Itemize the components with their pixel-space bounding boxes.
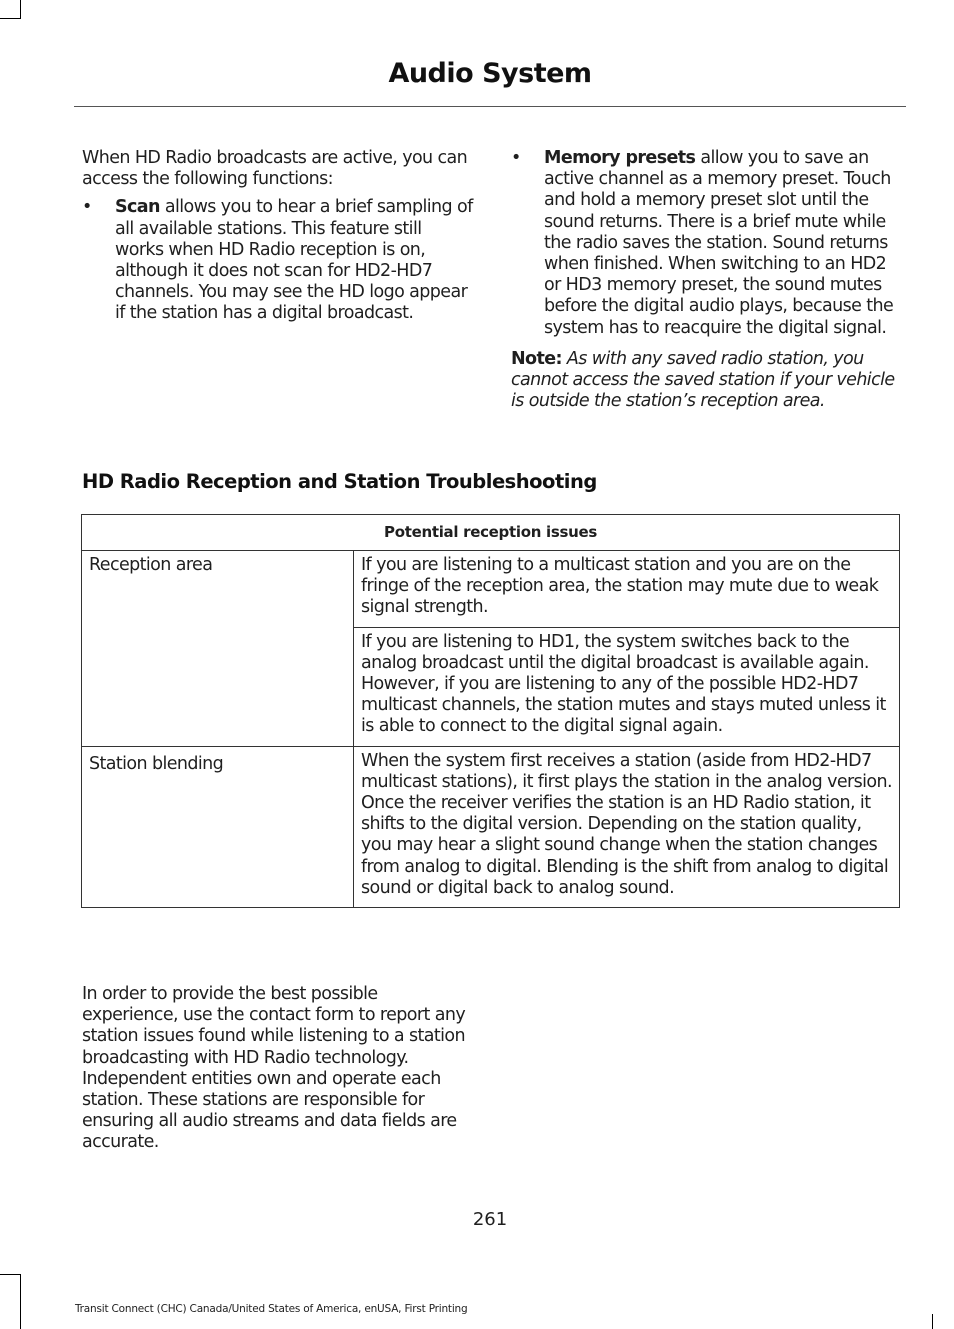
- page-title: Audio System: [388, 58, 592, 89]
- crop-mark-top-left-h: [0, 18, 21, 19]
- crop-mark-bottom-left-h: [0, 1274, 21, 1275]
- note-label: Note:: [511, 348, 562, 369]
- section-heading: HD Radio Reception and Station Troubleshooting: [82, 470, 597, 493]
- bullet-marker: •: [511, 148, 521, 168]
- table-row-label: Station blending: [82, 746, 354, 907]
- table-header: Potential reception issues: [82, 515, 900, 551]
- table-cell: If you are listening to HD1, the system switches back to the analog broadcast until the digital broadcast is available again. However, if you are listening to any of the possible HD2-HD7 multicast channels, the station mutes and stays muted unless it is able to connect to the digital signal again.: [354, 627, 900, 746]
- footer-text: Transit Connect (CHC) Canada/United States of America, enUSA, First Printing: [75, 1303, 468, 1315]
- closing-text: In order to provide the best possible experience, use the contact form to report any station issues found while listening to a station broadcasting with HD Radio technology. Independent entities own and operate each station. These stations are responsible for ensuring all audio streams and data fields are accurate.: [82, 984, 466, 1153]
- note-text: As with any saved radio station, you cannot access the saved station if your vehicle is outside the station’s reception area.: [511, 348, 895, 412]
- intro-paragraph: When HD Radio broadcasts are active, you can access the following functions:: [82, 148, 468, 190]
- bullet-scan: [82, 197, 474, 324]
- crop-mark-bottom-left-v: [20, 1274, 21, 1329]
- page-number: 261: [472, 1209, 508, 1230]
- reception-issues-table: [81, 514, 900, 908]
- bullet-text: allows you to hear a brief sampling of all available stations. This feature still works when HD Radio reception is on, although it does not scan for HD2-HD7 channels. You may see the HD logo appear if the station has a digital broadcast.: [115, 197, 473, 324]
- table-cell: When the system first receives a station (aside from HD2-HD7 multicast stations), it first plays the station in the analog version. Once the receiver verifies the station is an HD Radio station, it shifts to the digital version. Depending on the station quality, you may hear a slight sound change when the station changes from analog to digital. Blending is the shift from analog to digital sound or digital back to analog sound.: [354, 746, 900, 907]
- table-row: [82, 746, 900, 907]
- note: [511, 349, 906, 413]
- table-header-row: [82, 515, 900, 551]
- table-row: [82, 551, 900, 628]
- crop-mark-bottom-right-v: [932, 1314, 933, 1329]
- bullet-term: Scan: [115, 197, 160, 218]
- closing-paragraph: [82, 984, 474, 1154]
- bullet-text: allow you to save an active channel as a memory preset. Touch and hold a memory preset slot until the sound returns. There is a brief mute while the radio saves the station. Sound returns when finished. When switching to an HD2 or HD3 memory preset, the sound mutes before the digital audio plays, because the system has to reacquire the digital signal.: [544, 148, 894, 338]
- bullet-memory-presets: [511, 148, 906, 339]
- bullet-term: Memory presets: [544, 148, 696, 168]
- table-row-label: Reception area: [82, 551, 354, 747]
- table-cell: If you are listening to a multicast station and you are on the fringe of the reception area, the station may mute due to weak signal strength.: [354, 551, 900, 628]
- title-rule: [74, 106, 906, 107]
- bullet-marker: •: [82, 197, 92, 218]
- left-column: [82, 148, 474, 325]
- right-column: [511, 148, 906, 412]
- crop-mark-top-left-v: [20, 0, 21, 18]
